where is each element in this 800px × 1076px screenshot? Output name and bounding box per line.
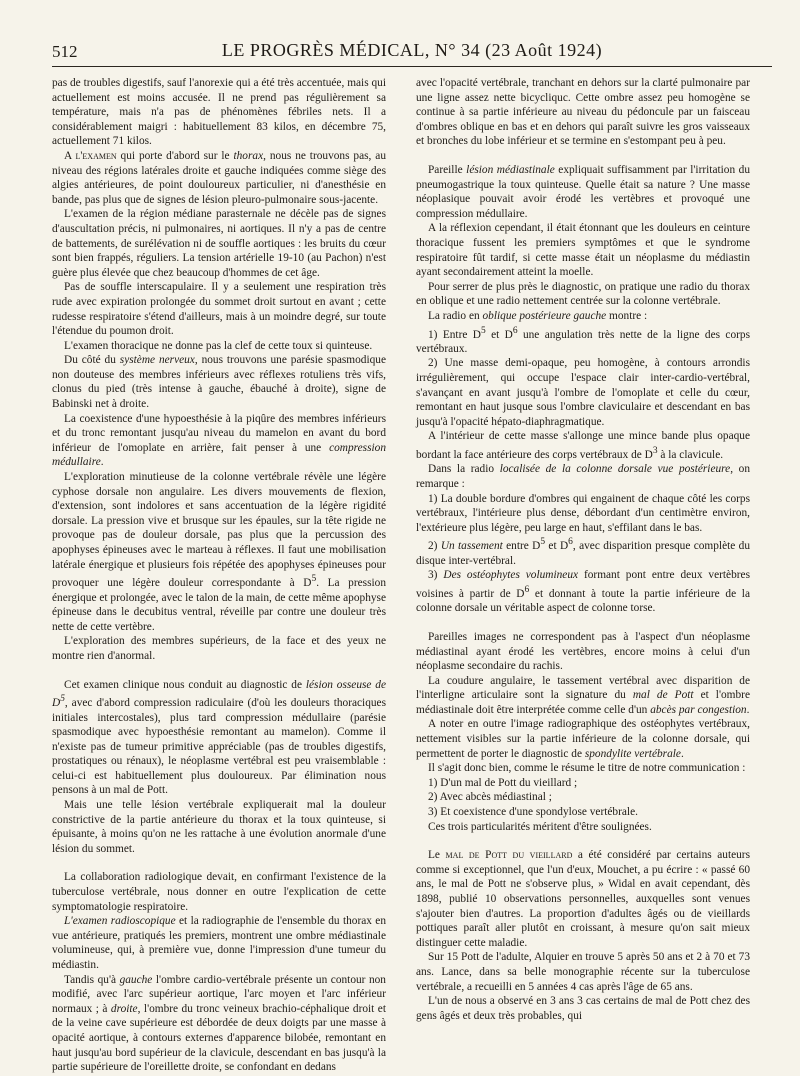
section-gap <box>416 834 750 848</box>
page-header <box>52 40 772 67</box>
paragraph: 2) Avec abcès médiastinal ; <box>428 791 552 804</box>
paragraph: 3) Et coexistence d'une spondylose vertébrale. <box>428 806 638 819</box>
paragraph: Ces trois particularités méritent d'être soulignées. <box>428 820 652 833</box>
paragraph: L'examen thoracique ne donne pas la clef de cette toux si quinteuse. <box>64 339 373 352</box>
paragraph: A noter en outre l'image radiographique des ostéophytes vertébraux, nettement visibles sur la partie inférieure de la colonne dorsale, qui permettent de porter le diagnostic de spondylite vertébrale. <box>416 718 750 760</box>
paragraph: Du côté du système nerveux, nous trouvons une parésie spasmodique non douteuse des membres inférieurs avec réflexes rotuliens très vifs, clonus du pied (très intense à gauche, ébauché à droite), signe de Babinski net à droite. <box>52 354 387 411</box>
paragraph: Cet examen clinique nous conduit au diagnostic de lésion osseuse de $D^5$, avec d'abord compression radiculaire (d'où les douleurs thoraciques initiales intercostales), plus tard compression médullaire (parésie spasmodique avec hypoesthésie remontant au mamelon). Comme il n'existe pas de tumeur primitive appréciable (pas de troubles digestifs, prostatiques ou rénaux), le néoplasme vertébral est peu vraisemblable : celui-ci est habituellement plus douloureux. Par élimination nous pensons à un mal de Pott. <box>52 678 386 797</box>
paragraph: 1) D'un mal de Pott du vieillard ; <box>428 776 578 789</box>
paragraph: Tandis qu'à gauche l'ombre cardio-vertébrale présente un contour non modifié, avec l'arc supérieur aortique, l'arc moyen et l'arc inférieur normaux ; à droite, l'ombre du tronc veineux brachio-céphalique droit et de la veine cave supérieure est débordée de deux doigts par une masse à opacité aortique, à contours externes d'apparence bilobée, remontant en haut jusqu'au bord supérieur de la clavicule, descendant en bas jusqu'à la partie supérieure de l'oreillette droite, se confondant en dedans <box>52 973 386 1074</box>
paragraph: 2) Une masse demi-opaque, peu homogène, à contours arrondis irrégulièrement, qui occupe l'espace clair inter-cardio-vertébral, s'avançant en avant jusqu'à l'ombre de l'omoplate et celle du cœur, remontant en haut jusque sous l'ombre claviculaire et descendant en bas jusqu'à l'opacité hépato-diaphragmatique. <box>416 357 750 428</box>
paragraph: A la réflexion cependant, il était étonnant que les douleurs en ceinture thoracique fussent les premiers symptômes et que le syndrome respiratoire fût tardif, si cette masse était un néoplasme du médiastin ayant secondairement atteint la moelle. <box>416 222 750 279</box>
paragraph: L'examen radioscopique et la radiographie de l'ensemble du thorax en vue antérieure, pratiqués les premiers, montrent une ombre médiastinale volumineuse, qui, à première vue, donne l'impression d'une tumeur du médiastin. <box>52 915 387 971</box>
paragraph: A l'examen qui porte d'abord sur le thorax, nous ne trouvons pas, au niveau des régions latérales droite et gauche indiquées comme siège des algies antérieures, de point douloureux particulier, ni d'anesthésie en bande, pas plus que de signes de lésion pleuro-pulmonaire sous-jacente. <box>52 149 386 206</box>
paragraph: Sur 15 Pott de l'adulte, Alquier en trouve 5 après 50 ans et 2 à 70 et 73 ans. Lance, dans sa belle monographie récente sur la tuberculose vertébrale, a recueilli en 5 années 4 cas après l'âge de 65 ans. <box>416 951 750 993</box>
paragraph: L'exploration minutieuse de la colonne vertébrale révèle une légère cyphose dorsale non angulaire. Les divers mouvements de flexion, d'extension, sont indolores et sans accentuation de la légère rigidité dorsale. La pression vive et brusque sur les épaules, sur la tête rigide ne provoque pas de douleur dorsale, pas plus que la percussion des apophyses épineuses avec le marteau à réflexes. Il faut une mobilisation latérale énergique et plusieurs fois répétée des apophyses épineuses pour provoquer une légère douleur correspondante à $D^5$. La pression énergique et prolongée, avec le talon de la main, de cette même apophyse épineuse dans le decubitus ventral, réveille par contre une douleur très nette de cette vertèbre. <box>52 471 386 633</box>
paragraph: 1) Entre $D^5$ et $D^6$ une angulation très nette de la ligne des corps vertébraux. <box>416 325 750 355</box>
paragraph: L'examen de la région médiane parasternale ne décèle pas de signes d'auscultation précis, ni pulmonaires, ni aortiques. Il n'y a pas de centre de battements, de surélévation ni de souffle aortiques : les bruits du cœur sont bien frappés, réguliers. La tension artérielle 19-10 (au Pachon) n'est guère plus élevée que chez beaucoup d'hommes de cet âge. <box>52 208 386 279</box>
page-number: 512 <box>52 42 78 61</box>
paragraph: 1) La double bordure d'ombres qui engainent de chaque côté les corps vertébraux, l'intérieure plus dense, débordant d'un centimètre environ, l'extérieure plus légère, peu large en haut, s'effilant dans le bas. <box>416 492 750 534</box>
paragraph: avec l'opacité vertébrale, tranchant en dehors sur la clarté pulmonaire par une ligne assez nette bicycliquc. Cette ombre assez peu homogène se continue à sa partie inférieure au niveau du pédoncule par un faisceau d'ombres oblique en bas et en dehors qui paraît suivre les gros vaisseaux et bronches du lobe inférieur et se termine en s'estompant peu à peu. <box>416 77 750 148</box>
section-gap <box>52 664 386 678</box>
paragraph: L'exploration des membres supérieurs, de la face et des yeux ne montre rien d'anormal. <box>52 635 386 662</box>
left-column <box>52 76 386 1075</box>
section-gap <box>52 856 386 870</box>
paragraph: La coudure angulaire, le tassement vertébral avec disparition de l'interligne articulaire sont la signature du mal de Pott et l'ombre médiastinale doit être interprétée comme celle d'un abcès par congestion. <box>416 674 750 716</box>
paragraph: La coexistence d'une hypoesthésie à la piqûre des membres inférieurs et du tronc remontant jusqu'au niveau du mamelon en avant du bord inférieur de l'omoplate en arrière, fait penser à une compression médullaire. <box>52 412 386 469</box>
paragraph: L'un de nous a observé en 3 ans 3 cas certains de mal de Pott chez des gens âgés et deux très probables, qui <box>416 995 750 1022</box>
paragraph: Mais une telle lésion vertébrale expliquerait mal la douleur constrictive de la partie antérieure du thorax et la toux quinteuse, si épuisante, à moins qu'on ne les rattache à une évolution anormale d'une lésion du sommet. <box>52 799 386 855</box>
paragraph: Le mal de Pott du vieillard a été considéré par certains auteurs comme si exceptionnel, que l'un d'eux, Mouchet, a pu écrire : « passé 60 ans, le mal de Pott ne s'observe plus, » Widal en avait cependant, dès 1898, publié 10 observations personnelles, auxquelles sont venues s'ajouter bien d'autres. La proportion d'adultes âgés ou de vieillards pottiques paraît aller plutôt en croissant, à mesure qu'on sait mieux distinguer cette maladie. <box>416 849 750 949</box>
paragraph: Pareilles images ne correspondent pas à l'aspect d'un néoplasme médiastinal ayant érodé les vertèbres, encore moins à celui d'un néoplasme secondaire du rachis. <box>416 630 750 673</box>
paragraph: A l'intérieur de cette masse s'allonge une mince bande plus opaque bordant la face antérieure des corps vertébraux de $D^3$ à la clavicule. <box>416 430 750 461</box>
paragraph: Pareille lésion médiastinale expliquait suffisamment par l'irritation du pneumogastrique la toux quinteuse. Quelle était sa nature ? Une masse néoplasique pouvait avoir érodé les vertèbres et provoqué une compression médullaire. <box>416 163 750 220</box>
section-gap <box>416 616 750 630</box>
paragraph: La radio en oblique postérieure gauche montre : <box>428 309 648 322</box>
paragraph: Dans la radio localisée de la colonne dorsale vue postérieure, on remarque : <box>416 463 751 490</box>
paragraph: Pas de souffle interscapulaire. Il y a seulement une respiration très rude avec expiration prolongée du sommet droit surtout en avant ; cette rudesse respiratoire s'étend d'ailleurs, mais à un moindre degré, sur toute l'étendue du poumon droit. <box>52 281 386 338</box>
section-gap <box>416 149 750 163</box>
paragraph: pas de troubles digestifs, sauf l'anorexie qui a été très accentuée, mais qui actuellement est moins accusée. Il ne prend pas régulièrement sa température, mais n'a pas de phénomènes fébriles nets. Il a considérablement maigri : habituellement 83 kilos, en décembre 75, actuellement 71 kilos. <box>52 77 386 148</box>
running-title: LE PROGRÈS MÉDICAL, N° 34 (23 Août 1924) <box>221 40 603 60</box>
paragraph: La collaboration radiologique devait, en confirmant l'existence de la tuberculose vertébrale, nous donner en outre l'explication de cette symptomatologie respiratoire. <box>52 871 386 913</box>
paragraph: Il s'agit donc bien, comme le résume le titre de notre communication : <box>428 762 746 775</box>
paragraph: Pour serrer de plus près le diagnostic, on pratique une radio du thorax en oblique et une radio nettement centrée sur la colonne vertébrale. <box>416 280 750 308</box>
right-column <box>416 76 750 1023</box>
paragraph: 3) Des ostéophytes volumineux formant pont entre deux vertèbres voisines à partir de $D^6$ et donnant à toute la partie inférieure de la colonne dorsale un véritable aspect de colonne torse. <box>416 569 750 615</box>
paragraph: 2) Un tassement entre $D^5$ et $D^6$, avec disparition presque complète du disque inter-vertébral. <box>416 537 750 567</box>
